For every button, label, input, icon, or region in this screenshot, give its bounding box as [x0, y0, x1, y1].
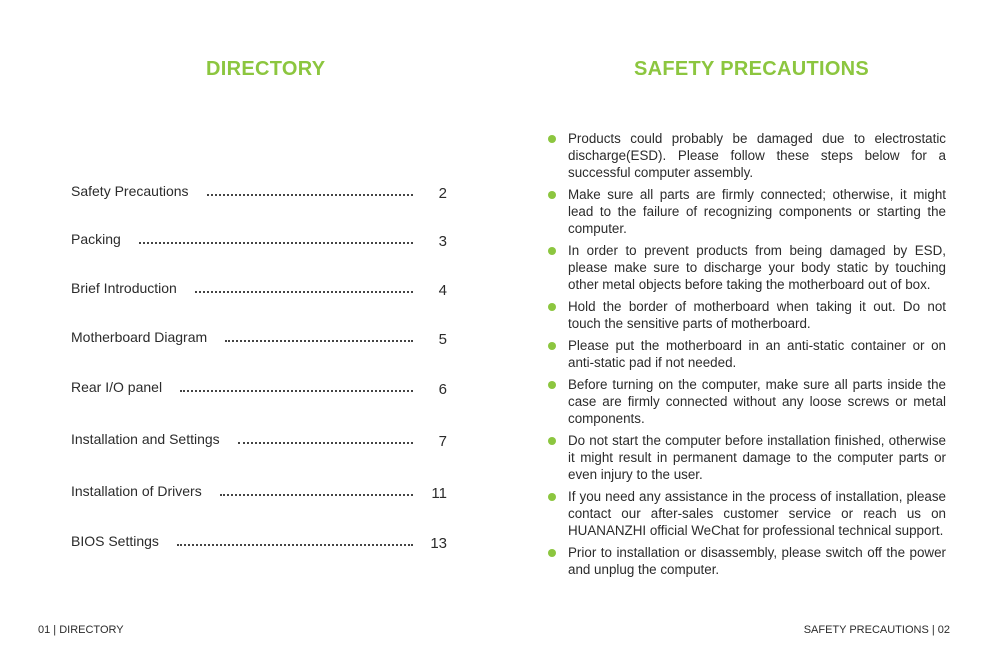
- bullet-dot-icon: [548, 303, 556, 311]
- toc-leader-dots: [207, 193, 413, 196]
- toc-leader-dots: [225, 339, 413, 342]
- toc-page-number: 4: [438, 282, 447, 299]
- safety-precautions-page: [500, 0, 1000, 661]
- bullet-dot-icon: [548, 493, 556, 501]
- list-item: [546, 432, 946, 483]
- toc-leader-dots: [177, 543, 413, 546]
- precautions-list: [546, 130, 946, 583]
- toc-page-number: 3: [438, 233, 447, 250]
- toc-label: Installation of Drivers: [71, 483, 202, 499]
- list-item: [546, 544, 946, 578]
- bullet-dot-icon: [548, 135, 556, 143]
- toc-page-number: 6: [438, 381, 447, 398]
- toc-label: BIOS Settings: [71, 533, 159, 549]
- toc-label: Safety Precautions: [71, 183, 189, 199]
- toc-label: Installation and Settings: [71, 431, 220, 447]
- toc-page-number: 2: [438, 185, 447, 202]
- precaution-text: Do not start the computer before installation finished, otherwise it might result in permanent damage to the computer parts or even injury to the user.: [568, 433, 946, 482]
- toc-entry[interactable]: [71, 480, 447, 504]
- toc-leader-dots: [139, 241, 413, 244]
- toc-entry[interactable]: [71, 326, 447, 350]
- list-item: [546, 298, 946, 332]
- precaution-text: Prior to installation or disassembly, please switch off the power and unplug the computer.: [568, 545, 946, 577]
- list-item: [546, 488, 946, 539]
- safety-precautions-heading: SAFETY PRECAUTIONS: [634, 58, 870, 80]
- directory-heading: DIRECTORY: [206, 58, 326, 80]
- precaution-text: Make sure all parts are firmly connected; otherwise, it might lead to the failure of recognizing components or starting the computer.: [568, 187, 946, 236]
- precaution-text: Hold the border of motherboard when taking it out. Do not touch the sensitive parts of motherboard.: [568, 299, 946, 331]
- list-item: [546, 130, 946, 181]
- toc-label: Motherboard Diagram: [71, 329, 208, 345]
- toc-entry[interactable]: [71, 228, 447, 252]
- bullet-dot-icon: [548, 437, 556, 445]
- toc-page-number: 7: [438, 433, 447, 450]
- toc-label: Brief Introduction: [71, 280, 177, 296]
- toc-entry[interactable]: [71, 376, 447, 400]
- page-footer-right: SAFETY PRECAUTIONS | 02: [803, 624, 950, 636]
- toc-leader-dots: [195, 290, 413, 293]
- bullet-dot-icon: [548, 381, 556, 389]
- precaution-text: Please put the motherboard in an anti-static container or on anti-static pad if not needed.: [568, 338, 946, 370]
- toc-leader-dots: [238, 441, 413, 444]
- toc-page-number: 13: [430, 535, 447, 552]
- bullet-dot-icon: [548, 191, 556, 199]
- toc-entry[interactable]: [71, 530, 447, 554]
- precaution-text: If you need any assistance in the process of installation, please contact our after-sales customer service or reach us on HUANANZHI official WeChat for professional technical support.: [568, 489, 946, 538]
- toc-label: Rear I/O panel: [71, 379, 163, 395]
- toc-page-number: 5: [438, 331, 447, 348]
- bullet-dot-icon: [548, 247, 556, 255]
- list-item: [546, 242, 946, 293]
- toc-label: Packing: [71, 231, 121, 247]
- toc-leader-dots: [220, 493, 413, 496]
- toc-entry[interactable]: [71, 428, 447, 452]
- precaution-text: In order to prevent products from being damaged by ESD, please make sure to discharge your body static by touching other metal objects before taking the motherboard out of box.: [568, 243, 946, 292]
- list-item: [546, 376, 946, 427]
- bullet-dot-icon: [548, 549, 556, 557]
- toc-entry[interactable]: [71, 180, 447, 204]
- bullet-dot-icon: [548, 342, 556, 350]
- page-footer-left: 01 | DIRECTORY: [38, 624, 124, 636]
- toc-page-number: 11: [431, 485, 447, 502]
- toc-leader-dots: [180, 389, 413, 392]
- list-item: [546, 186, 946, 237]
- list-item: [546, 337, 946, 371]
- toc-entry[interactable]: [71, 277, 447, 301]
- precaution-text: Before turning on the computer, make sure all parts inside the case are firmly connected without any loose screws or metal components.: [568, 377, 946, 426]
- precaution-text: Products could probably be damaged due to electrostatic discharge(ESD). Please follow these steps below for a successful computer assembly.: [568, 131, 946, 180]
